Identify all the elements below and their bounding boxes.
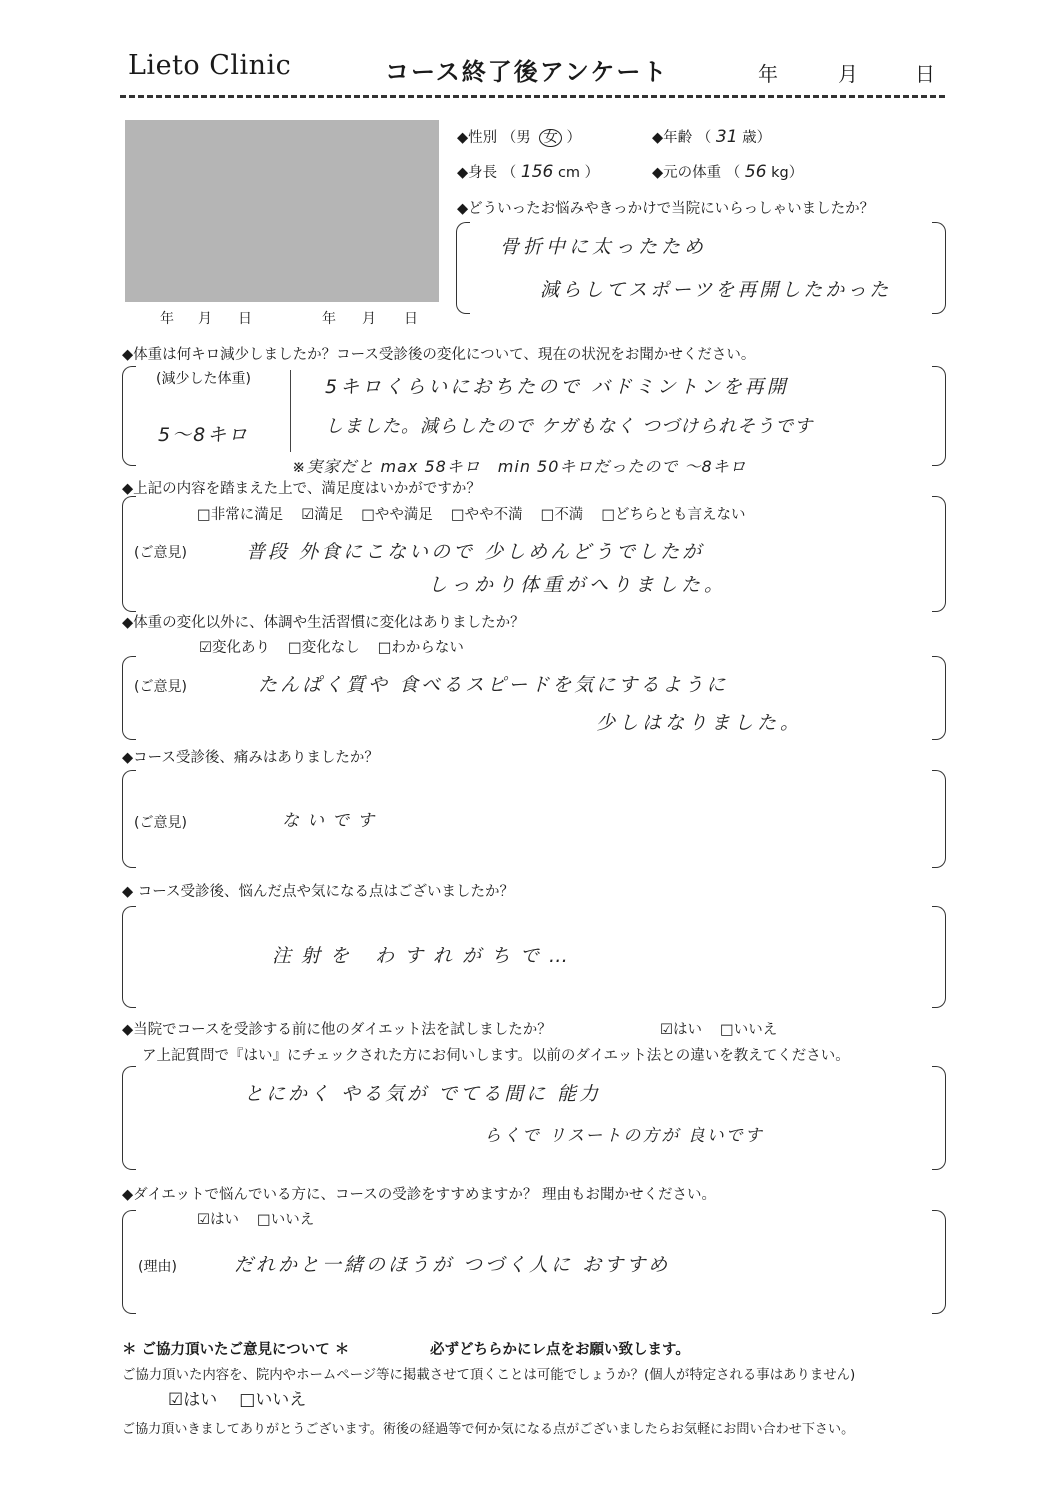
other-diet-options (660, 1018, 777, 1039)
satisfaction-option-somewhat-dissatisfied[interactable]: □ やや不満 (451, 503, 523, 524)
weight-answer-line1[interactable]: 5キロくらいにおちたので バドミントンを再開 (325, 376, 789, 398)
concern-bracket-left (122, 906, 136, 1008)
other-diet-option-no[interactable]: □ いいえ (720, 1018, 777, 1039)
satisfaction-question: ◆上記の内容を踏まえた上で、満足度はいかがですか？ (122, 481, 481, 497)
age-label: ◆年齢 (652, 130, 693, 146)
lifestyle-comment-line2[interactable]: 少しはなりました。 (596, 712, 804, 734)
weight-unit: kg） (771, 165, 804, 181)
footer-thanks: ご協力頂いきましてありがとうございます。術後の経過等で何か気になる点がございましたらお気軽にお問い合わせ下さい。 (122, 1422, 855, 1437)
recommend-bracket-left (122, 1210, 136, 1314)
consent-option-yes[interactable]: ☑ はい (168, 1385, 217, 1410)
photo-after-month: 月 (362, 311, 376, 327)
other-diet-comment-line2[interactable]: らくで リスートの方が 良いです (484, 1126, 764, 1146)
photo-placeholder (125, 120, 439, 302)
reason-bracket-left (456, 222, 470, 314)
photo-before-year: 年 (160, 311, 174, 327)
other-diet-question: ◆当院でコースを受診する前に他のダイエット法を試しましたか？ (122, 1022, 552, 1038)
recommend-option-yes[interactable]: ☑ はい (197, 1208, 239, 1229)
recommend-bracket-right (932, 1210, 946, 1314)
height-open: （ (501, 165, 517, 181)
header-date-day: 日 (915, 62, 935, 86)
lifestyle-options (199, 636, 464, 657)
age-unit: 歳） (742, 130, 772, 146)
age-field[interactable] (652, 126, 771, 147)
satisfaction-options (197, 503, 746, 524)
reason-answer-line1[interactable]: 骨折中に太ったため (500, 236, 708, 258)
gender-open: （男 (501, 130, 531, 146)
height-field[interactable] (457, 161, 599, 182)
concern-bracket-right (932, 906, 946, 1008)
satisfaction-option-dissatisfied[interactable]: □ 不満 (541, 503, 584, 524)
weight-value: 56 (744, 162, 767, 182)
footer-heading-left: ＊ ご協力頂いたご意見について ＊ (122, 1342, 350, 1358)
satisfaction-option-neither[interactable]: □ どちらとも言えない (601, 503, 745, 524)
satisfaction-bracket-right (932, 496, 946, 612)
photo-after-day: 日 (404, 311, 418, 327)
reduced-weight-label: (減少した体重) (156, 371, 251, 387)
header-date-year: 年 (758, 62, 778, 86)
reduced-weight-value[interactable]: 5〜8キロ (158, 424, 250, 446)
satisfaction-comment-label: (ご意見) (134, 545, 187, 561)
concern-comment-line1[interactable]: 注射を わすれがちで… (272, 945, 578, 967)
other-diet-option-yes[interactable]: ☑ はい (660, 1018, 702, 1039)
recommend-reason-line1[interactable]: だれかと一緒のほうが つづく人に おすすめ (234, 1254, 671, 1276)
other-diet-followup: ア上記質問で『はい』にチェックされた方にお伺いします。以前のダイエット法との違いを教えてください。 (142, 1048, 850, 1064)
weight-bracket-right (932, 366, 946, 466)
recommend-options (197, 1208, 314, 1229)
pain-comment-line1[interactable]: ないです (282, 811, 382, 831)
consent-option-no[interactable]: □ いいえ (239, 1385, 306, 1410)
weight-field[interactable] (652, 161, 803, 182)
weight-open: （ (725, 165, 741, 181)
satisfaction-option-somewhat-satisfied[interactable]: □ やや満足 (361, 503, 433, 524)
lifestyle-bracket-left (122, 656, 136, 740)
reason-question: ◆どういったお悩みやきっかけで当院にいらっしゃいましたか？ (457, 201, 875, 217)
height-value: 156 (520, 162, 554, 182)
gender-label: ◆性別 (457, 130, 498, 146)
weight-label: ◆元の体重 (652, 165, 722, 181)
satisfaction-comment-line1[interactable]: 普段 外食にこないので 少しめんどうでしたが (246, 541, 705, 563)
header-date-month: 月 (838, 62, 858, 86)
weight-bracket-left (122, 366, 136, 466)
lifestyle-comment-line1[interactable]: たんぱく質や 食べるスピードを気にするように (258, 674, 729, 696)
gender-selected: 女 (539, 129, 562, 147)
lifestyle-comment-label: (ご意見) (134, 679, 187, 695)
photo-before-month: 月 (198, 311, 212, 327)
gender-close: ） (566, 130, 581, 146)
reason-answer-line2[interactable]: 減らしてスポーツを再開したかった (540, 279, 892, 301)
gender-field[interactable] (457, 126, 581, 147)
weight-answer-line3[interactable]: ※実家だと max 58キロ min 50キロだったので 〜8キロ (292, 457, 747, 476)
pain-comment-label: (ご意見) (134, 815, 187, 831)
recommend-question: ◆ダイエットで悩んでいる方に、コースの受診をすすめますか？ 理由もお聞かせください。 (122, 1187, 717, 1203)
page-title: コース終了後アンケート (385, 58, 669, 86)
height-unit: cm ） (557, 165, 600, 181)
lifestyle-option-no-change[interactable]: □ 変化なし (288, 636, 360, 657)
other-diet-bracket-right (932, 1066, 946, 1170)
weight-divider (290, 370, 291, 452)
satisfaction-option-satisfied[interactable]: ☑ 満足 (301, 503, 343, 524)
age-open: （ (696, 130, 712, 146)
lifestyle-question: ◆体重の変化以外に、体調や生活習慣に変化はありましたか？ (122, 615, 525, 631)
lifestyle-bracket-right (932, 656, 946, 740)
recommend-reason-label: (理由) (138, 1259, 177, 1275)
pain-question: ◆コース受診後、痛みはありましたか？ (122, 750, 379, 766)
pain-bracket-right (932, 770, 946, 868)
age-value: 31 (715, 127, 738, 147)
weight-question: ◆体重は何キロ減少しましたか？コース受診後の変化について、現在の状況をお聞かせください。 (122, 347, 756, 363)
other-diet-bracket-left (122, 1066, 136, 1170)
other-diet-comment-line1[interactable]: とにかく やる気が でてる間に 能力 (244, 1083, 602, 1105)
photo-after-year: 年 (322, 311, 336, 327)
footer-heading-right: 必ずどちらかにレ点をお願い致します。 (430, 1342, 690, 1358)
photo-before-day: 日 (238, 311, 252, 327)
recommend-option-no[interactable]: □ いいえ (257, 1208, 314, 1229)
lifestyle-option-unknown[interactable]: □ わからない (378, 636, 464, 657)
clinic-brand: Lieto Clinic (128, 50, 292, 81)
reason-bracket-right (932, 222, 946, 314)
height-label: ◆身長 (457, 165, 498, 181)
lifestyle-option-changed[interactable]: ☑ 変化あり (199, 636, 270, 657)
footer-consent-options (168, 1385, 306, 1410)
satisfaction-comment-line2[interactable]: しっかり体重がへりました。 (428, 574, 728, 596)
weight-answer-line2[interactable]: しました。減らしたので ケガもなく つづけられそうです (325, 416, 814, 437)
concern-question: ◆ コース受診後、悩んだ点や気になる点はございましたか？ (122, 884, 515, 900)
header-divider (120, 95, 945, 98)
footer-consent-question: ご協力頂いた内容を、院内やホームページ等に掲載させて頂くことは可能でしょうか？(個人が特定される事はありません) (122, 1368, 856, 1383)
satisfaction-option-very-satisfied[interactable]: □ 非常に満足 (197, 503, 283, 524)
